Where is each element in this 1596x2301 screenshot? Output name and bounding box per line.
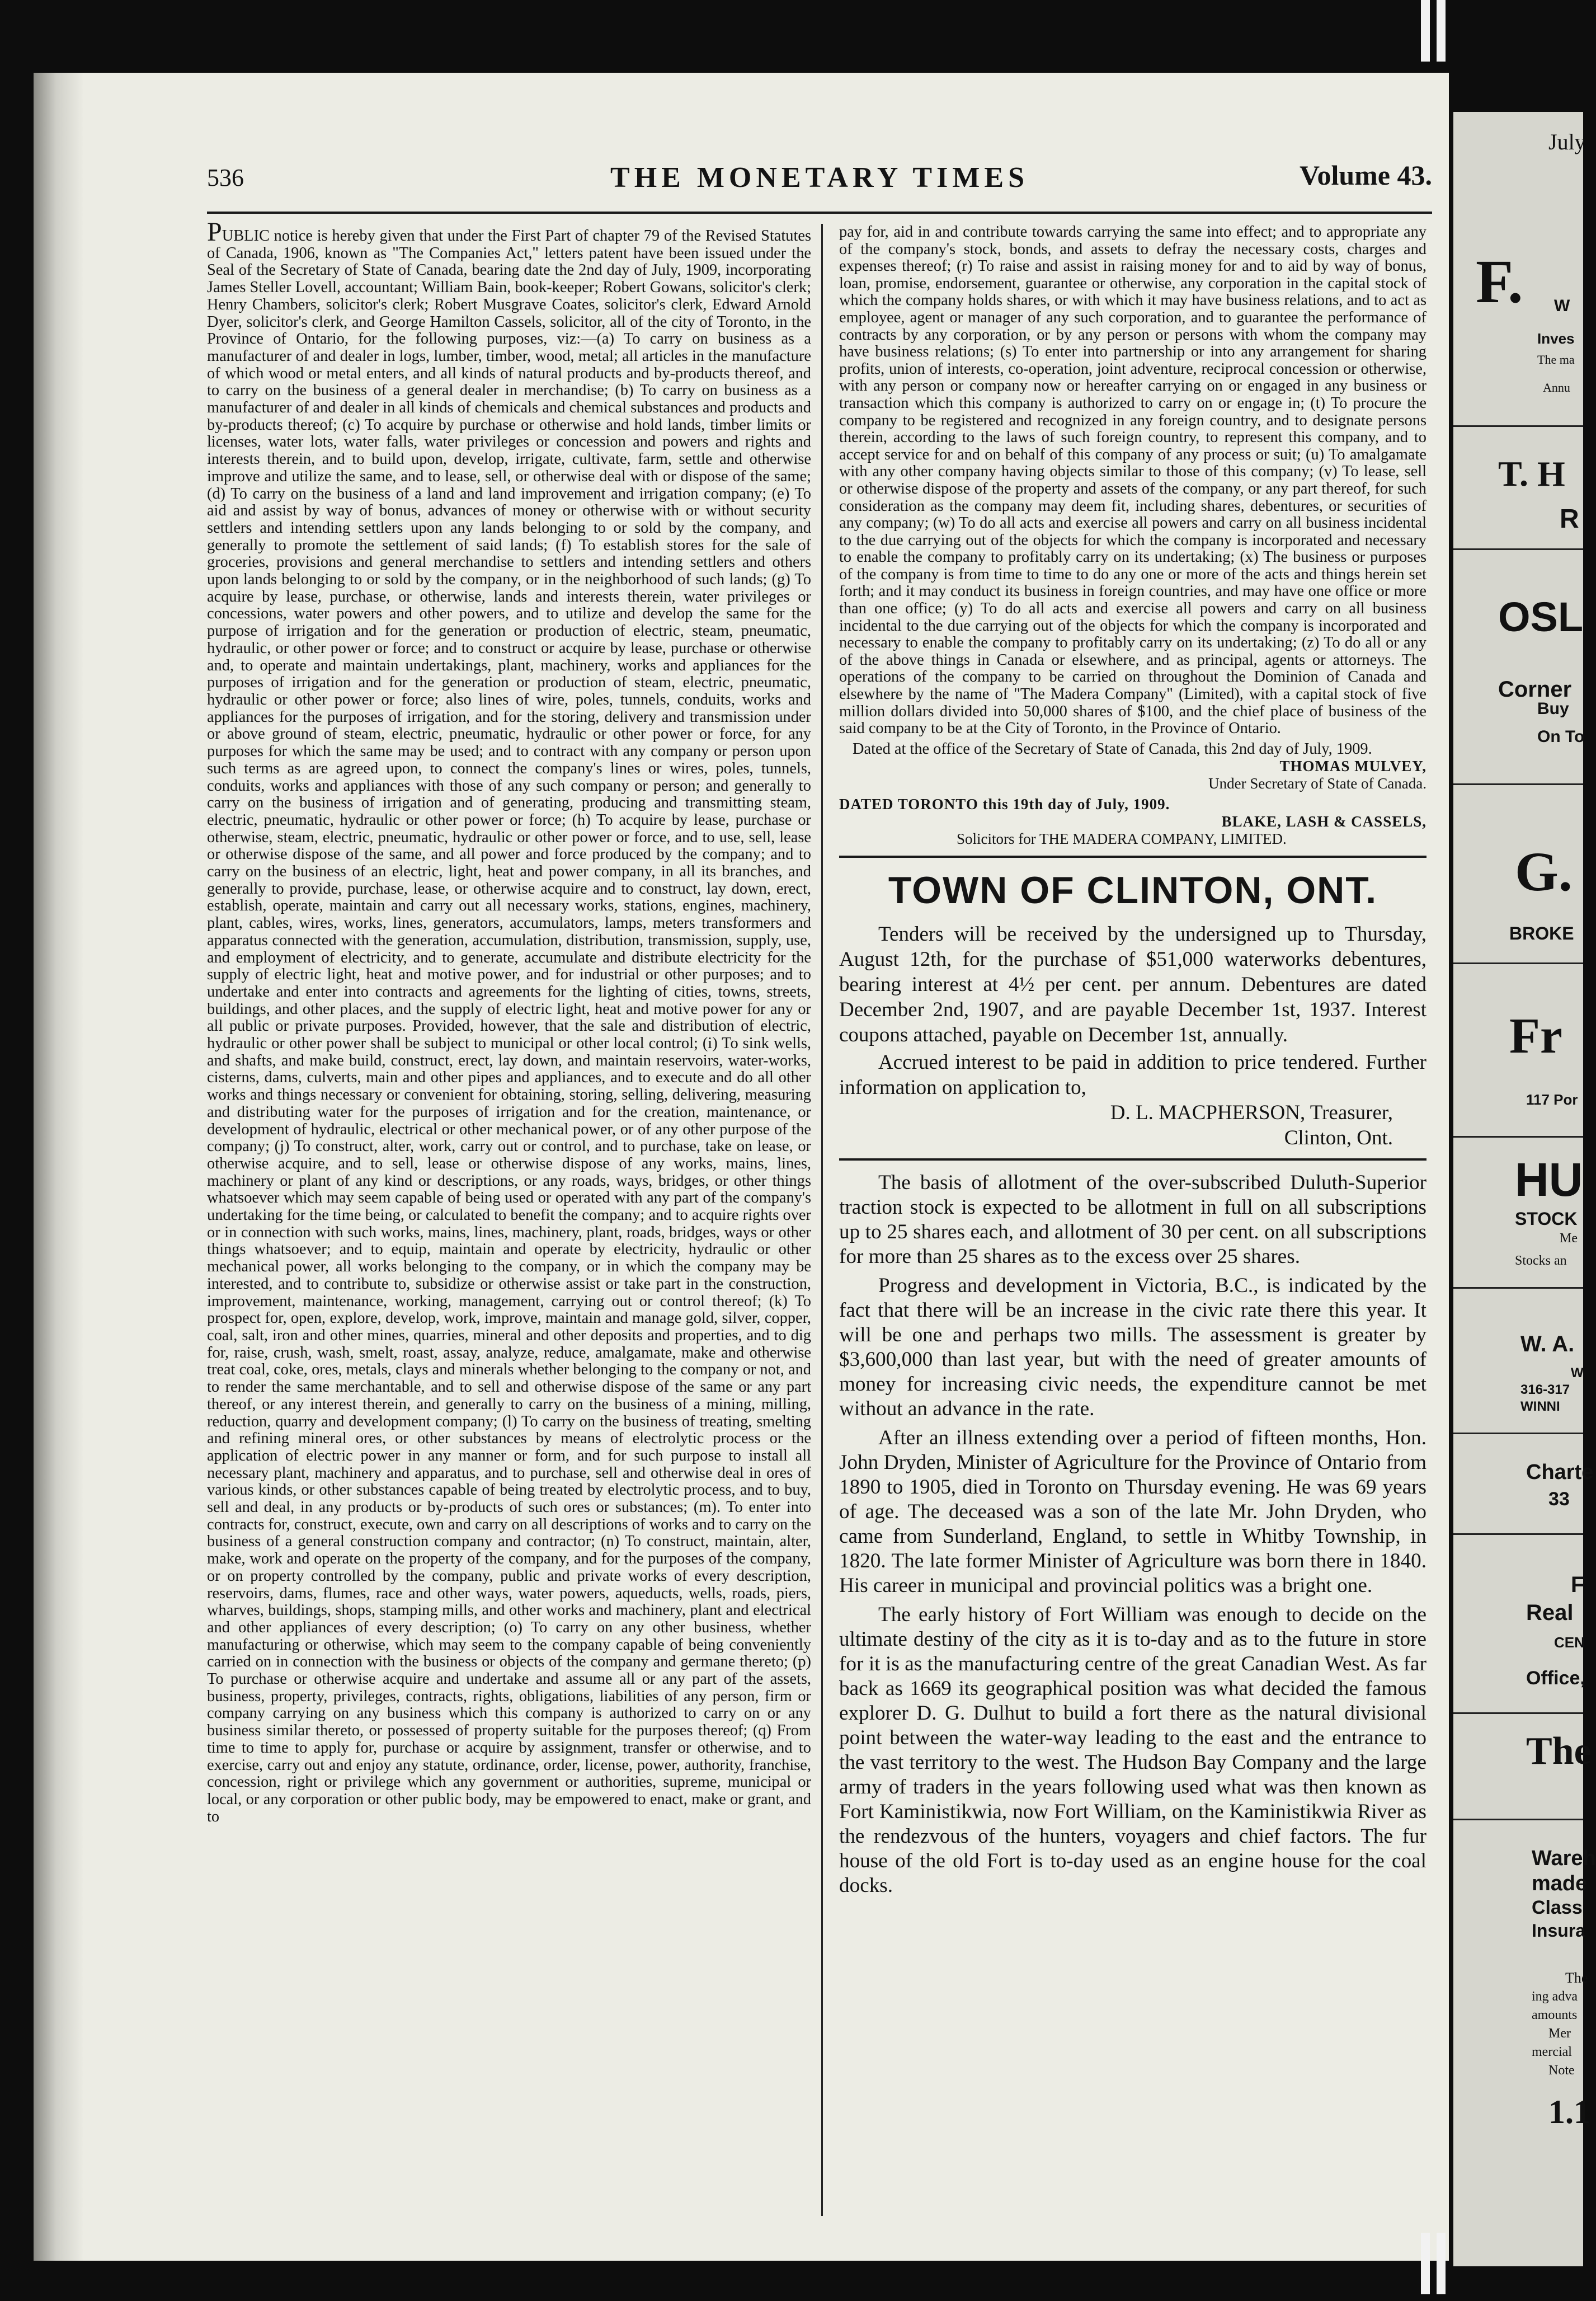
journal-title: THE MONETARY TIMES [610,162,1029,194]
edge-fragment: July [1548,129,1586,154]
edge-fragment: Charte [1526,1461,1594,1484]
header-rule [207,212,1432,214]
edge-fragment: Corner [1498,677,1572,702]
edge-rule [1453,1533,1583,1535]
edge-fragment: BROKE [1509,923,1574,943]
notice-dated-ottawa: Dated at the office of the Secretary of State of Canada, this 2nd day of July, 1909. [853,740,1372,758]
volume-label: Volume 43. [1299,159,1432,191]
edge-fragment: F [1571,1572,1585,1597]
left-column [207,217,811,2216]
edge-fragment: W [1571,1365,1584,1380]
edge-fragment: OSL [1498,594,1584,640]
notice-body-text: UBLIC notice is hereby given that under the First Part of chapter 79 of the Revised Statutes of Canada, 1906, known as "The Companies Act," letters patent have been issued under the Seal of the Secretary of State of Canada, bearing date the 2nd day of July, 1909, incorporating James Steller Lovell, accountant; William Bain, book-keeper; Robert Gowans, solicitor's clerk; Henry Chambers, solicitor's clerk; Robert Musgrave Coates, solicitor's clerk, Edward Arnold Dyer, solicitor's clerk, and George Hamilton Cassels, solicitor, all of the city of Toronto, in the Province of Ontario, for the following purposes, viz:—(a) To carry on business as a manufacturer of and dealer in logs, lumber, timber, wood, metal; all articles in the manufacture of which wood or metal enters, and all kinds of natural products and by-products thereof, and to carry on the business of a general dealer in merchandise; (b) To carry on business as a manufacturer of and dealer in all kinds of chemicals and chemical substances and products and by-products thereof; (c) To acquire by purchase or otherwise and hold lands, timber limits or licenses, water lots, water falls, water privileges or concession and powers and rights and interests therein, and to build upon, develop, irrigate, cultivate, farm, settle and otherwise improve and utilize the same, and to lease, sell, or otherwise deal with or dispose of the same; (d) To carry on the business of a land and land improvement and irrigation company; (e) To aid and assist by way of bonus, advances of money or otherwise with or without security settlers and intending settlers upon any lands belonging to or sold by the company, and generally to promote the settlement of said lands; (f) To establish stores for the sale of groceries, provisions and general merchandise to settlers and intending settlers and others upon lands belonging to or sold by the company, or in the neighborhood of such lands; (g) To acquire by lease, purchase, or otherwise, lands and interests therein, water privileges or concessions, water powers and other powers, and to utilize and develop the same for the purpose of irrigation and for the generation or production of electric, steam, pneumatic, hydraulic, or other power or force; and to construct or acquire by lease, purchase or otherwise and, to operate and maintain undertakings, plant, machinery, works and appliances for the purposes of irrigation and for the generation or production of steam, electric, pneumatic, hydraulic or other power or force; also lines of wire, poles, tunnels, conduits, works and appliances for the purposes of irrigation, and for the storing, delivery and transmission under or above ground of steam, electric, pneumatic, hydraulic or other power or force, for any purposes for which the same may be used; and to contract with any company or person upon such terms as are agreed upon, to connect the company's lines or wires, poles, tunnels, conduits, works and appliances with those of any such company or person; and generally to carry on the business of irrigation and of generating, producing and transmitting steam, electric, pneumatic, hydraulic or other power or force; (h) To acquire by lease, purchase or otherwise, steam, electric, pneumatic, hydraulic or other power or force, and to use, sell, lease or otherwise dispose of the same, and all power and force produced by the company; and to carry on the business of an electric, light, heat and power company, in all its branches, and generally to provide, purchase, lease, or otherwise acquire and to construct, lay down, erect, establish, operate, maintain and carry out all necessary works, stations, engines, machinery, plant, cables, wires, works, lines, generators, accumulators, lamps, meters transformers and apparatus connected with the generation, accumulation, distribution, transmission, supply, use, and employment of electricity, and to generate, accumulate and distribute electricity for the supply of electric light, heat and motive power, and for industrial or other purposes; and to undertake and enter into contracts and agreements for the lighting of cities, towns, streets, buildings, and other places, and the supply of electric light, heat and motive power for any or all public or private purposes. Provided, however, that the sale and distribution of electric, hydraulic or other power shall be subject to municipal or other local control; (i) To sink wells, and shafts, and make build, construct, erect, lay down, and maintain reservoirs, water-works, cisterns, dams, culverts, main and other pipes and appliances, and to execute and do all other works and things necessary or convenient for obtaining, storing, selling, delivering, measuring and distributing water for the purposes of irrigation and for the creation, maintenance, or development of hydraulic, electrical or other mechanical power, or of any other purpose of the company; (j) To construct, alter, work, carry out or control, and to purchase, take on lease, or otherwise acquire, and to sell, lease or otherwise dispose of any works, mains, lines, machinery or plant of any kind or descriptions, or any roads, ways, bridges, or other things whatsoever which may seem capable of being used or operated with any part of the company's undertaking for the time being, or calculated to benefit the company; and to acquire rights over or in connection with such works, mains, lines, machinery, plant, roads, bridges, ways or other things whatsoever; and to equip, maintain and operate by electricity, hydraulic or other mechanical power, all works belonging to the company, or in which the company may be interested, and to contribute to, subsidize or otherwise assist or take part in the construction, improvement, maintenance, working, management, carrying out or control thereof; (k) To prospect for, open, explore, develop, work, improve, maintain and manage gold, silver, copper, coal, salt, iron and other mines, quarries, mineral and other deposits and properties, and to dig for, raise, crush, wash, smelt, roast, assay, analyze, reduce, amalgamate, make and otherwise treat coal, coke, ores, metals, clays and minerals whether belonging to the company or not, and to render the same merchantable, and to sell and otherwise dispose of the same or any part thereof, or any interest therein, and generally to carry on the business of a mining, milling, reduction, quarry and development company; (l) To carry on the business of treating, smelting and refining mineral ores, or other substances by means of electrolytic process or the application of electric power in any manner or form, and for such purpose to install all necessary plant, machinery and apparatus, and to purchase, sell and otherwise deal in ores of various kinds, or other substances capable of being treated by electrolytic process, and to buy, sell and deal, in any products or by-products of such ores or substances; (m). To enter into contracts for, construct, execute, own and carry on all descriptions of works and to carry on the business of a general construction company and contractor; (n) To construct, maintain, alter, make, work and operate on the property of the company, and for the purposes of the company, or on property controlled by the company, public and private works of every description, reservoirs, dams, flumes, race and other ways, water powers, aqueducts, wells, roads, piers, wharves, buildings, shops, stamping mills, and other works and machinery, plant and electrical and other appliances of every description; (o) To carry on any other business, whether manufacturing or otherwise, which may seem to the company capable of being conveniently carried on in connection with the business or objects of the company and germane thereto; (p) To purchase or otherwise acquire and undertake and assume all or any part of the assets, business, property, privileges, contracts, rights, obligations, liabilities of any person, firm or company carrying on any business which this company is authorized to carry on or any business similar thereto, or possessed of property suitable for the purposes thereof; (q) From time to time to apply for, purchase or acquire by assignment, transfer or otherwise, and to exercise, carry out and enjoy any statute, ordinance, order, license, power, authority, franchise, concession, right or privilege which any government or authorities, supreme, municipal or local, or any corporation or other public body, may be empowered to enact, make or grant, and to [207,227,811,1825]
binder-clip [1421,0,1430,62]
edge-fragment: 117 Por [1526,1091,1578,1108]
edge-rule [1453,1819,1583,1820]
edge-fragment: The [1565,1970,1588,1986]
edge-rule [1453,962,1583,964]
edge-fragment: The ma [1537,353,1575,367]
edge-fragment: The [1526,1730,1592,1773]
binder-clip [1421,2233,1430,2294]
solicitors-name: BLAKE, LASH & CASSELS, [1221,813,1426,830]
edge-fragment: 33 [1548,1488,1570,1510]
signatory-title: Under Secretary of State of Canada. [1208,775,1426,792]
news-paragraph: The basis of allotment of the over-subscribed Duluth-Superior traction stock is expected to be allotment in full on all subscriptions up to 25 shares each, and allotment of 30 per cent. on all subscriptions for more than 25 shares as to the excess over 25 shares. [839,1171,1426,1269]
page-binding-shadow [34,73,84,2261]
edge-fragment: 1.1 [1548,2093,1590,2130]
edge-fragment: Buy [1537,699,1569,718]
edge-rule [1453,1712,1583,1714]
edge-fragment: W [1554,297,1570,315]
edge-fragment: T. H [1498,454,1565,494]
signatory-name: THOMAS MULVEY, [1279,758,1426,775]
clinton-ad-paragraph: Tenders will be received by the undersigned up to Thursday, August 12th, for the purchase of $51,000 waterworks debentures, bearing interest at 4½ per cent. per annum. Debentures are dated December 2nd, 1907, and are payable December 1st, 1937. Interest coupons attached, payable on December 1st, annually. [839,923,1426,1047]
edge-rule [1453,548,1583,550]
page-number: 536 [207,164,244,191]
edge-fragment: Note [1548,2063,1575,2078]
scanned-page [34,73,1449,2261]
section-rule [839,1158,1426,1161]
drop-letter: P [207,217,222,247]
clinton-ad-heading: TOWN OF CLINTON, ONT. [888,869,1378,912]
solicitors-for: Solicitors for THE MADERA COMPANY, LIMITED. [957,830,1287,848]
news-paragraph: After an illness extending over a period of fifteen months, Hon. John Dryden, Minister of Agriculture for the Province of Ontario from 1890 to 1905, died in Toronto on Thursday evening. He was 69 years of age. The deceased was a son of the late Mr. John Dryden, who came from Sunderland, England, to settle in Whitby Township, in 1820. The late former Minister of Agriculture was born there in 1840. His career in municipal and provincial politics was a bright one. [839,1426,1426,1598]
notice-continuation: pay for, aid in and contribute towards carrying the same into effect; and to appropriate any of the company's stock, bonds, and assets to defray the necessary costs, charges and expenses thereof; (r) To raise and assist in raising money for and to aid by way of bonus, loan, promise, endorsement, guarantee or otherwise, any corporation in the capital stock of which the company holds shares, or with which it may have business relations, and to act as employee, agent or manager of any such corporation, and to guarantee the performance of contracts by any corporation, or by any person or persons with whom the company may have business relations; (s) To enter into partnership or into any arrangement for sharing profits, union of interests, co-operation, joint adventure, reciprocal concession or otherwise, with any person or company now or hereafter carrying on or engaged in any business or transaction which this company is authorized to carry on or engage in; (t) To procure the company to be registered and recognized in any foreign country, and to designate persons therein, according to the laws of such foreign country, to represent this company, and to accept service for and on behalf of this company of any process or suit; (u) To amalgamate with any other company having objects similar to those of this company; (v) To lease, sell or otherwise dispose of the property and assets of the company, or any part thereof, for such consideration as the company may deem fit, including shares, debentures, or securities of any company; (w) To do all acts and exercise all powers and carry on all business incidental to the due carrying out of the objects for which the company is incorporated and necessary to enable the company to profitably carry on its undertaking; (x) The business or purposes of the company is from time to time to do any one or more of the acts and things herein set forth; and it may conduct its business in foreign countries, and may have one office or more than one office; (y) To do all acts and exercise all powers and carry on all business incidental to the due carrying out of the objects for which the company is incorporated and necessary to enable the company to profitably carry on its undertaking; (z) To do all or any of the above things in Canada or elsewhere, and as principal, agents or attorneys. The operations of the company to be carried on throughout the Dominion of Canada and elsewhere by the name of "The Madera Company" (Limited), with a capital stock of five million dollars divided into 50,000 shares of $100, and the chief place of business of the said company to be at the City of Toronto, in the Province of Ontario. [839,223,1426,738]
edge-fragment: F. [1476,247,1523,316]
clinton-ad-signature: D. L. MACPHERSON, Treasurer, [1110,1101,1393,1125]
edge-fragment: G. [1515,840,1573,903]
clinton-ad-place: Clinton, Ont. [1284,1126,1393,1150]
right-column [839,224,1426,2227]
edge-fragment: Fr [1509,1008,1562,1064]
edge-fragment: mercial [1532,2045,1572,2059]
edge-fragment: Annu [1543,381,1570,395]
edge-rule [1453,425,1583,427]
edge-fragment: STOCK [1515,1209,1578,1229]
edge-fragment: Me [1560,1231,1578,1246]
running-head [207,151,1432,201]
binder-clip [1437,0,1446,62]
edge-fragment: Inves [1537,330,1575,347]
edge-fragment: W. A. [1520,1332,1575,1356]
edge-fragment: WINNI [1520,1399,1560,1414]
facing-page-edge [1453,112,1596,2266]
binder-clip [1437,2233,1446,2294]
column-rule [821,224,823,2216]
edge-fragment: made [1532,1872,1588,1895]
edge-fragment: 316-317 [1520,1382,1570,1397]
edge-fragment: Mer [1548,2026,1571,2041]
edge-fragment: Insura [1532,1920,1586,1941]
edge-fragment: Wareh [1532,1847,1596,1870]
edge-fragment: Real [1526,1600,1574,1625]
edge-rule [1453,1287,1583,1289]
edge-rule [1453,1433,1583,1434]
edge-rule [1453,1136,1583,1138]
section-rule [839,856,1426,858]
edge-fragment: On To [1537,727,1585,746]
clinton-ad-paragraph: Accrued interest to be paid in addition to price tendered. Further information on application to, [839,1051,1426,1100]
edge-fragment: Office, [1526,1668,1585,1689]
edge-rule [1453,783,1583,785]
notice-dated-toronto: DATED TORONTO this 19th day of July, 1909. [839,796,1170,813]
edge-fragment: Class [1532,1897,1583,1918]
edge-fragment: R [1560,504,1579,534]
news-paragraph: The early history of Fort William was enough to decide on the ultimate destiny of the city as it is to-day and as to the future in store for it is as the manufacturing centre of the great Canadian West. As far back as 1669 its geographical position was what decided the famous explorer D. G. Dulhut to build a fort there as the natural divisional point between the water-way leading to the east and the entrance to the vast territory to the west. The Hudson Bay Company and the large army of traders in the years following used what was then known as Fort Kaministikwia, now Fort William, on the Kaministikwia River as the rendezvous of the hunters, voyagers and chief factors. The fur house of the old Fort is to-day used as an engine house for the coal docks. [839,1603,1426,1898]
news-paragraph: Progress and development in Victoria, B.C., is indicated by the fact that there will be an increase in the civic rate there this year. It will be one and perhaps two mills. The assessment is greater by $3,600,000 than last year, but with the need of greater amounts of money for increasing civic needs, the expenditure cannot be met without an advance in the rate. [839,1274,1426,1421]
company-notice [207,217,811,1825]
edge-fragment: Stocks an [1515,1253,1567,1268]
edge-fragment: HU [1515,1153,1583,1206]
edge-fragment: amounts [1532,2008,1578,2022]
edge-fragment: CEN [1554,1634,1585,1651]
edge-fragment: ing adva [1532,1989,1578,2004]
